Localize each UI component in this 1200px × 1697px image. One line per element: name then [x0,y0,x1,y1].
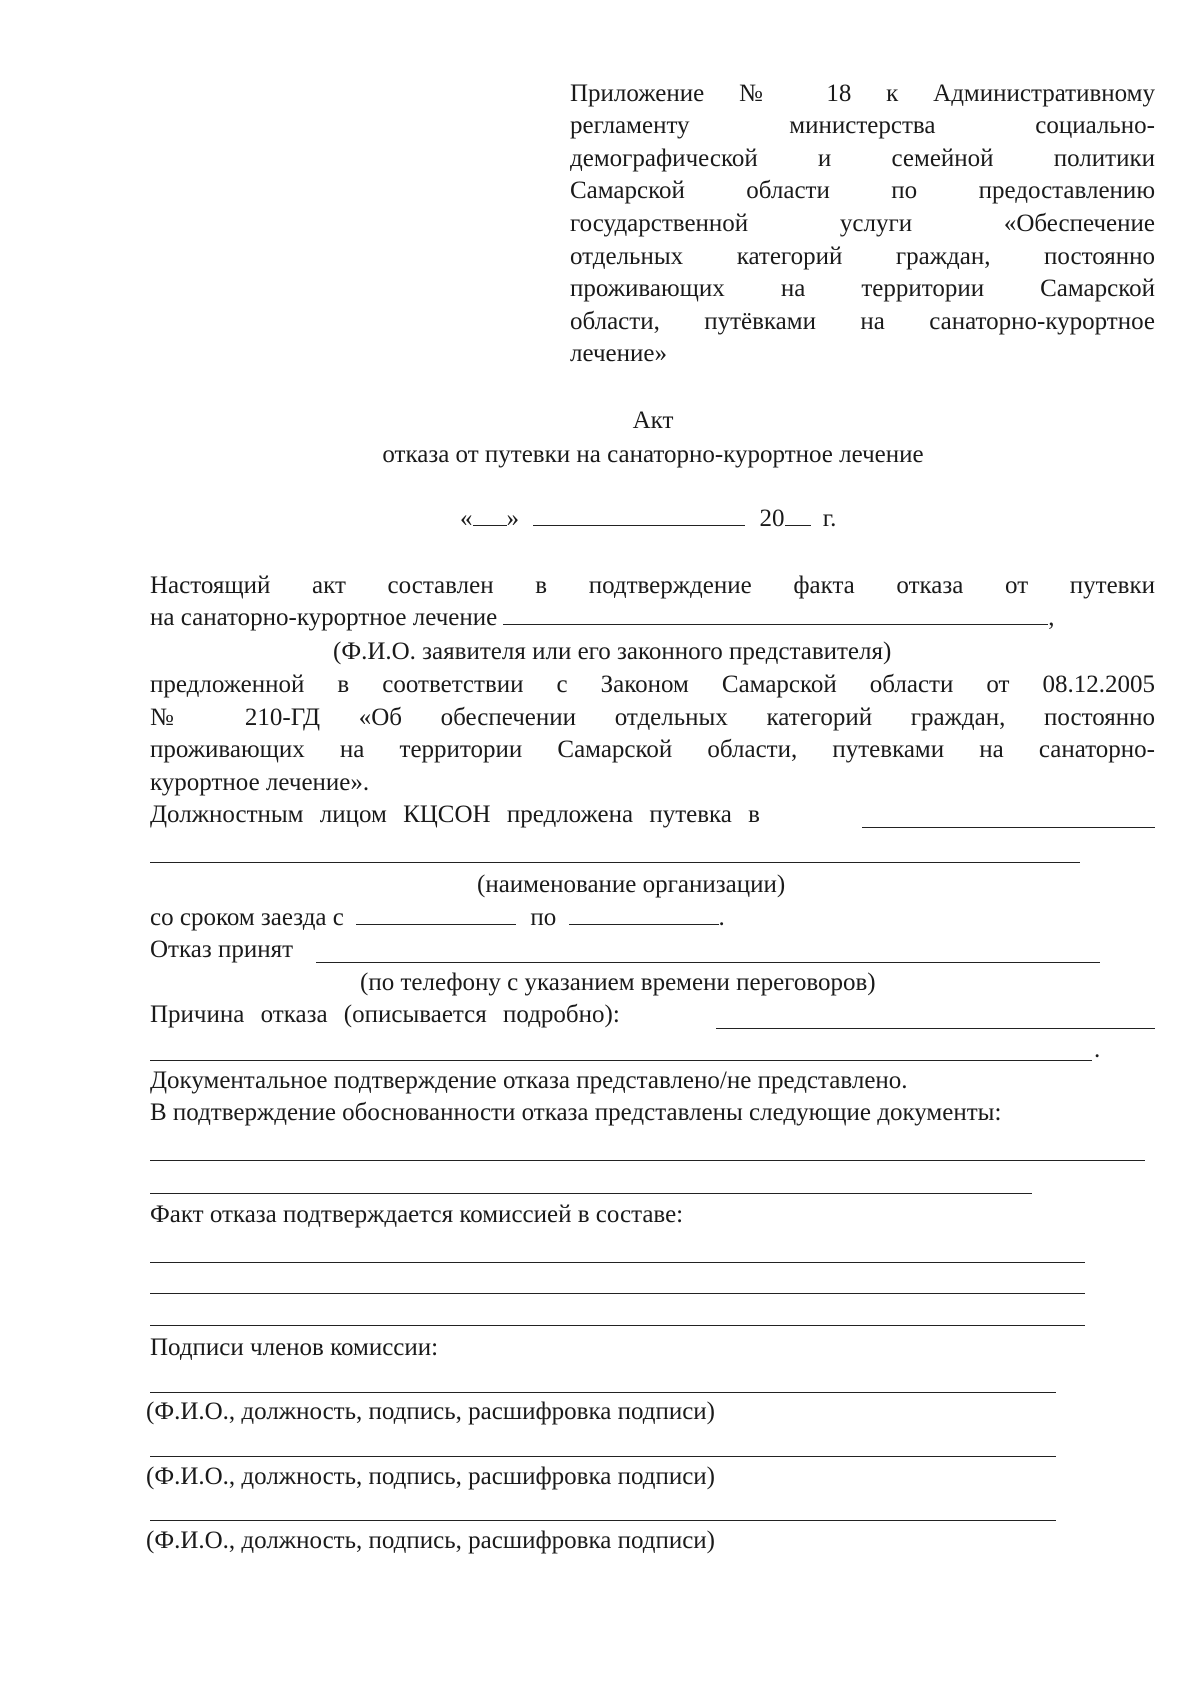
year-suffix: г. [822,505,837,532]
signature-hint: (Ф.И.О., должность, подпись, расшифровка подписи) [146,1398,716,1425]
refusal-accepted-line [150,934,293,966]
document-subtitle: отказа от путевки на санаторно-курортное лечение [382,441,924,468]
document-title: Акт [632,407,674,434]
phone-hint: (по телефону с указанием времени переговоров) [360,969,876,996]
docs-blank[interactable] [150,1160,1145,1161]
comma: , [1048,604,1055,631]
docs-list-line: В подтверждение обоснованности отказа представлены следующие документы: [150,1099,1002,1126]
offered-line [150,799,760,831]
open-quote: « [460,505,473,532]
signature-blank[interactable] [150,1520,1056,1521]
applicant-hint: (Ф.И.О. заявителя или его законного представителя) [333,638,892,665]
term-to-label: по [530,904,557,931]
signature-blank[interactable] [150,1392,1056,1393]
period: . [718,904,725,931]
term-line [150,902,725,934]
reason-period: . [1094,1036,1101,1063]
refusal-accepted-blank[interactable] [316,962,1100,963]
year-blank[interactable] [785,505,811,526]
date-to-blank[interactable] [569,904,719,925]
law-line: № 210-ГД «Об обеспечении отдельных категорий граждан, постоянно [150,704,1155,731]
law-line: курортное лечение». [150,769,370,796]
close-quote: » [506,505,519,532]
signature-hint: (Ф.И.О., должность, подпись, расшифровка подписи) [146,1463,716,1490]
commission-blank[interactable] [150,1262,1085,1263]
term-from-label: со сроком заезда с [150,904,344,931]
docs-blank-line2[interactable] [150,1193,1032,1194]
act-statement-line: Настоящий акт составлен в подтверждение факта отказа от путевки [150,572,1155,599]
signature-hint: (Ф.И.О., должность, подпись, расшифровка подписи) [146,1527,716,1554]
signature-blank[interactable] [150,1456,1056,1457]
appendix-line: Приложение № 18 к Административному [570,80,1155,107]
offered-text: Должностным лицом КЦСОН предложена путевка в [150,801,760,828]
reason-blank-line2[interactable] [150,1060,1092,1061]
appendix-line: области, путёвками на санаторно-курортное [570,308,1155,335]
organization-blank[interactable] [862,827,1155,828]
reason-line [150,999,620,1031]
refusal-accepted-label: Отказ принят [150,936,294,963]
doc-confirm-line: Документальное подтверждение отказа представлено/не представлено. [150,1067,908,1094]
law-line: проживающих на территории Самарской области, путевками на санаторно- [150,736,1155,763]
signatures-title: Подписи членов комиссии: [150,1334,439,1361]
year-prefix: 20 [759,505,785,532]
appendix-line: Самарской области по предоставлению [570,177,1155,204]
applicant-name-blank[interactable] [503,604,1048,625]
reason-blank[interactable] [716,1028,1155,1029]
appendix-line: демографической и семейной политики [570,145,1155,172]
appendix-line: проживающих на территории Самарской [570,275,1155,302]
date-line [460,503,836,535]
reason-label: Причина отказа (описывается подробно): [150,1001,620,1028]
organization-hint: (наименование организации) [477,871,786,898]
appendix-line: регламенту министерства социально- [570,112,1155,139]
act-statement-text: на санаторно-курортное лечение [150,604,498,631]
appendix-line: лечение» [570,340,667,367]
commission-blank-line2[interactable] [150,1293,1085,1294]
appendix-line: отдельных категорий граждан, постоянно [570,243,1155,270]
date-from-blank[interactable] [356,904,516,925]
law-line: предложенной в соответствии с Законом Самарской области от 08.12.2005 [150,671,1155,698]
act-statement-line [150,602,1055,634]
organization-blank-line2[interactable] [150,862,1080,863]
commission-line: Факт отказа подтверждается комиссией в составе: [150,1201,684,1228]
commission-blank-line3[interactable] [150,1325,1085,1326]
appendix-line: государственной услуги «Обеспечение [570,210,1155,237]
month-blank[interactable] [533,505,745,526]
day-blank[interactable] [473,505,507,526]
